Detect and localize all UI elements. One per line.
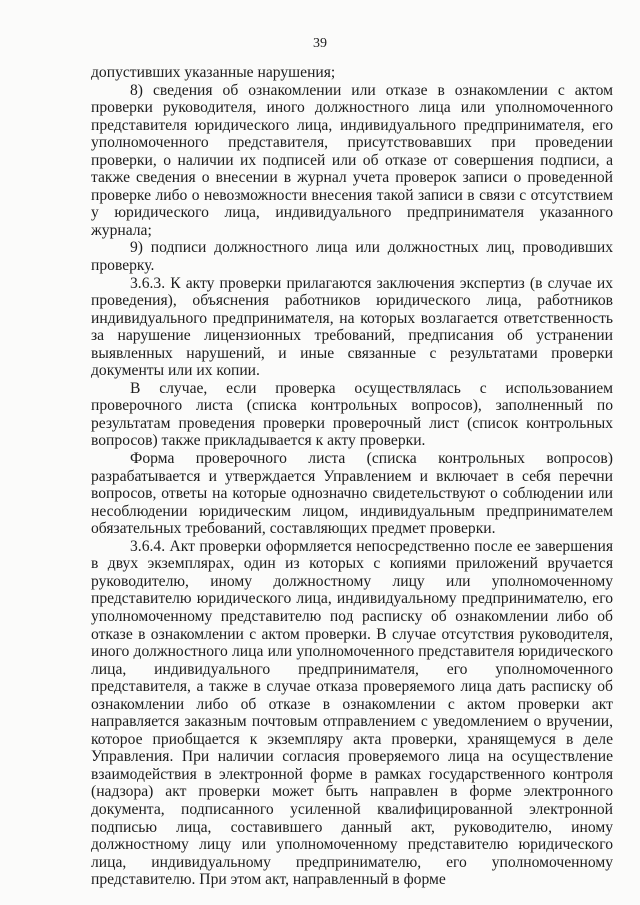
paragraph-continuation: допустивших указанные нарушения; (91, 64, 336, 81)
page-number: 39 (313, 36, 327, 51)
paragraph-item-9: 9) подписи должностного лица или должностных лиц, проводивших проверку. (91, 239, 613, 275)
document-body (91, 64, 613, 889)
paragraph-3-6-3: 3.6.3. К акту проверки прилагаются заключения экспертиз (в случае их проведения), объяснения работников юридического лица, работников индивидуального предпринимателя, на которых возлагается ответственность за нарушение лицензионных требований, предписания об устранении выявленных нарушений, и иные связанные с результатами проверки документы или их копии. (91, 274, 613, 380)
paragraph-checklist-attachment: В случае, если проверка осуществлялась с использованием проверочного листа (списка контрольных вопросов), заполненный по результатам проведения проверки проверочный лист (список контрольных вопросов) также прикладывается к акту проверки. (91, 379, 613, 450)
paragraph-3-6-4: 3.6.4. Акт проверки оформляется непосредственно после ее завершения в двух экземплярах, один из которых с копиями приложений вручается руководителю, иному должностному лицу или уполномоченному представителю юридического лица, индивидуальному предпринимателю, его уполномоченному представителю под расписку об ознакомлении либо об отказе в ознакомлении с актом проверки. В случае отсутствия руководителя, иного должностного лица или уполномоченного представителя юридического лица, индивидуального предпринимателя, его уполномоченного представителя, а также в случае отказа проверяемого лица дать расписку об ознакомлении либо об отказе в ознакомлении с актом проверки акт направляется заказным почтовым отправлением с уведомлением о вручении, которое приобщается к экземпляру акта проверки, хранящемуся в деле Управления. При наличии согласия проверяемого лица на осуществление взаимодействия в электронной форме в рамках государственного контроля (надзора) акт проверки может быть направлен в форме электронного документа, подписанного усиленной квалифицированной электронной подписью лица, составившего данный акт, руководителю, иному должностному лицу или уполномоченному представителю юридического лица, индивидуальному предпринимателю, его уполномоченному представителю. При этом акт, направленный в форме (91, 537, 613, 889)
paragraph-item-8: 8) сведения об ознакомлении или отказе в ознакомлении с актом проверки руководителя, иного должностного лица или уполномоченного представителя юридического лица, индивидуального предпринимателя, его уполномоченного представителя, присутствовавших при проведении проверки, о наличии их подписей или об отказе от совершения подписи, а также сведения о внесении в журнал учета проверок записи о проведенной проверке либо о невозможности внесения такой записи в связи с отсутствием у юридического лица, индивидуального предпринимателя указанного журнала; (91, 81, 613, 239)
paragraph-checklist-form: Форма проверочного листа (списка контрольных вопросов) разрабатывается и утверждается Управлением и включает в себя перечни вопросов, ответы на которые однозначно свидетельствуют о соблюдении или несоблюдении юридическим лицом, индивидуальным предпринимателем обязательных требований, составляющих предмет проверки. (91, 450, 613, 538)
